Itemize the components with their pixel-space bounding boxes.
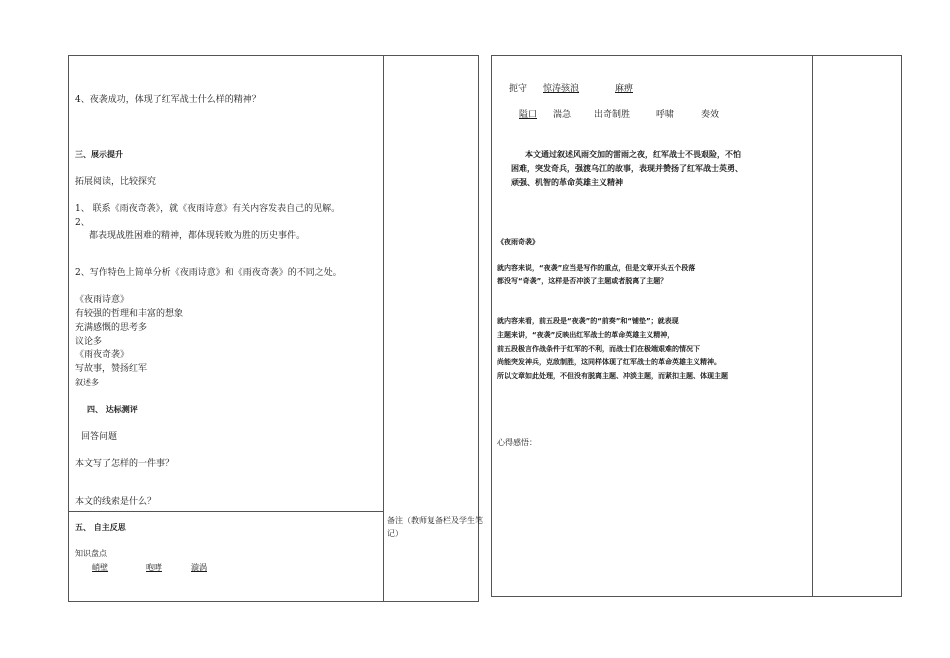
- vocab-word: 湍急: [553, 110, 572, 120]
- comparison-item-2-number: 2、: [75, 218, 90, 228]
- answer-paragraph-line: 主题来讲，“夜袭”反映出红军战士的革命英雄主义精神，: [497, 331, 675, 339]
- summary-line: 顽强、机智的革命英雄主义精神: [511, 178, 623, 187]
- compare-line: 有较强的哲理和丰富的想象: [75, 309, 184, 319]
- question-paragraph-line: 都没写“奇袭”，这样是否冲淡了主题或者脱离了主题？: [497, 277, 668, 285]
- summary-line: 本文通过叙述风雨交加的雷雨之夜，红军战士不畏艰险，不怕: [525, 150, 741, 159]
- vocab-word: 漩涡: [191, 563, 207, 572]
- vocab-word: 隘口: [519, 110, 538, 120]
- article-title: 《夜雨奇袭》: [497, 238, 539, 246]
- answer-paragraph-line: 前五段极言作战条件于红军的不利，而战士们在极端艰难的情况下: [497, 345, 700, 353]
- left-table-row-divider: [68, 511, 383, 512]
- vocab-word: 扼守: [509, 84, 528, 94]
- section-3-title: 三、展示提升: [75, 150, 123, 159]
- summary-line: 困难，突发奇兵，强渡乌江的故事，表现并赞扬了红军战士英勇、: [511, 164, 743, 173]
- right-table-frame: [491, 55, 902, 597]
- vocab-word: 麻痹: [615, 84, 634, 94]
- vocab-word: 峭壁: [92, 563, 108, 572]
- assessment-question-2: 本文的线索是什么？: [75, 497, 157, 507]
- answer-questions-label: 回答问题: [81, 432, 118, 442]
- comparison-item-2-text: 都表现战胜困难的精神，都体现转败为胜的历史事件。: [89, 231, 306, 241]
- comparison-item-1: 1、 联系《雨夜奇袭》，就《夜雨诗意》有关内容发表自己的见解。: [75, 204, 341, 214]
- compare-line: 充满感慨的思考多: [75, 323, 148, 333]
- compare-line: 《雨夜奇袭》: [75, 350, 130, 360]
- question-paragraph-line: 就内容来说，“夜袭”应当是写作的重点，但是文章开头五个段落: [497, 264, 696, 272]
- answer-paragraph-line: 所以文章如此处理，不但没有脱离主题、冲淡主题，而紧扣主题、体现主题: [497, 372, 728, 380]
- vocab-word: 咆哮: [146, 563, 162, 572]
- compare-line: 《夜雨诗意》: [75, 295, 130, 305]
- knowledge-review-label: 知识盘点: [75, 549, 107, 558]
- section-5-title: 五、 自主反思: [75, 523, 126, 532]
- teacher-notes-label: 备注（教师复备栏及学生笔记）: [387, 516, 483, 538]
- compare-line: 写故事，赞扬红军: [75, 364, 148, 374]
- extended-reading-label: 拓展阅读，比较探究: [75, 177, 157, 187]
- vocab-word: 奏效: [701, 110, 720, 120]
- left-table-column-divider: [383, 55, 384, 602]
- question-4: 4、夜袭成功，体现了红军战士什么样的精神？: [75, 95, 261, 105]
- reflection-label: 心得感悟：: [497, 438, 537, 447]
- compare-line: 叙述多: [75, 378, 99, 387]
- assessment-question-1: 本文写了怎样的一件事？: [75, 459, 175, 469]
- vocab-word: 惊涛骇浪: [543, 84, 580, 94]
- answer-paragraph-line: 尚能突发神兵，克敌制胜，这同样体现了红军战士的革命英雄主义精神。: [497, 358, 721, 366]
- compare-line: 议论多: [75, 337, 103, 347]
- answer-paragraph-line: 就内容来看，前五段是“夜袭”的“前奏”和“铺垫”；就表现: [497, 317, 679, 325]
- comparison-item-3: 2、写作特色上简单分析《夜雨诗意》和《雨夜奇袭》的不同之处。: [75, 268, 342, 278]
- right-table-column-divider: [812, 55, 813, 597]
- vocab-word: 出奇制胜: [594, 110, 631, 120]
- section-4-title: 四、 达标测评: [87, 405, 138, 414]
- vocab-word: 呼啸: [656, 110, 675, 120]
